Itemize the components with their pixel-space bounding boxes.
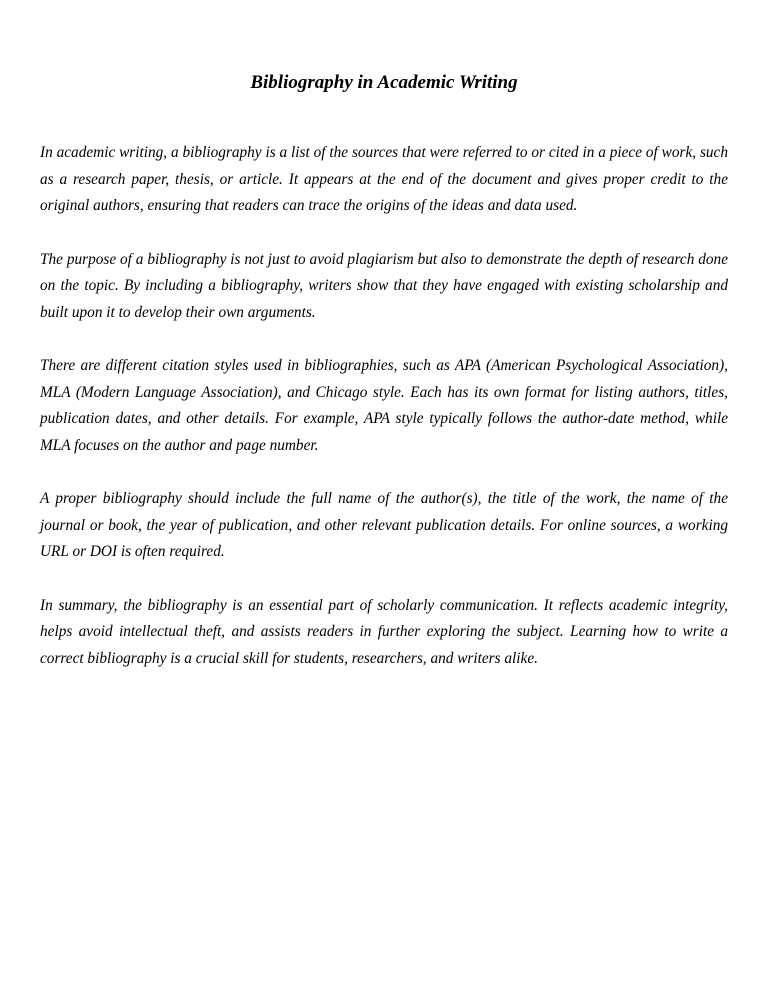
document-title: Bibliography in Academic Writing [250,72,518,93]
paragraph-citation-styles: There are different citation styles used in bibliographies, such as APA (American Psychological Association), MLA (Modern Language Association), and Chicago style. Each has its own format for listing authors, titles, publication dates, and other details. For example, APA style typically follows the author-date method, while MLA focuses on the author and page number. [40,357,728,454]
paragraph-summary: In summary, the bibliography is an essential part of scholarly communication. It reflects academic integrity, helps avoid intellectual theft, and assists readers in further exploring the subject. Learning how to write a correct bibliography is a crucial skill for students, researchers, and writers alike. [40,596,728,667]
paragraph-purpose: The purpose of a bibliography is not just to avoid plagiarism but also to demonstrate the depth of research done on the topic. By including a bibliography, writers show that they have engaged with existing scholarship and built upon it to develop their own arguments. [40,250,728,321]
document-page [40,0,728,672]
paragraph-requirements: A proper bibliography should include the full name of the author(s), the title of the work, the name of the journal or book, the year of publication, and other relevant publication details. For online sources, a working URL or DOI is often required. [40,490,728,560]
paragraph-definition: In academic writing, a bibliography is a list of the sources that were referred to or cited in a piece of work, such as a research paper, thesis, or article. It appears at the end of the document and gives proper credit to the original authors, ensuring that readers can trace the origins of the ideas and data used. [40,144,728,214]
